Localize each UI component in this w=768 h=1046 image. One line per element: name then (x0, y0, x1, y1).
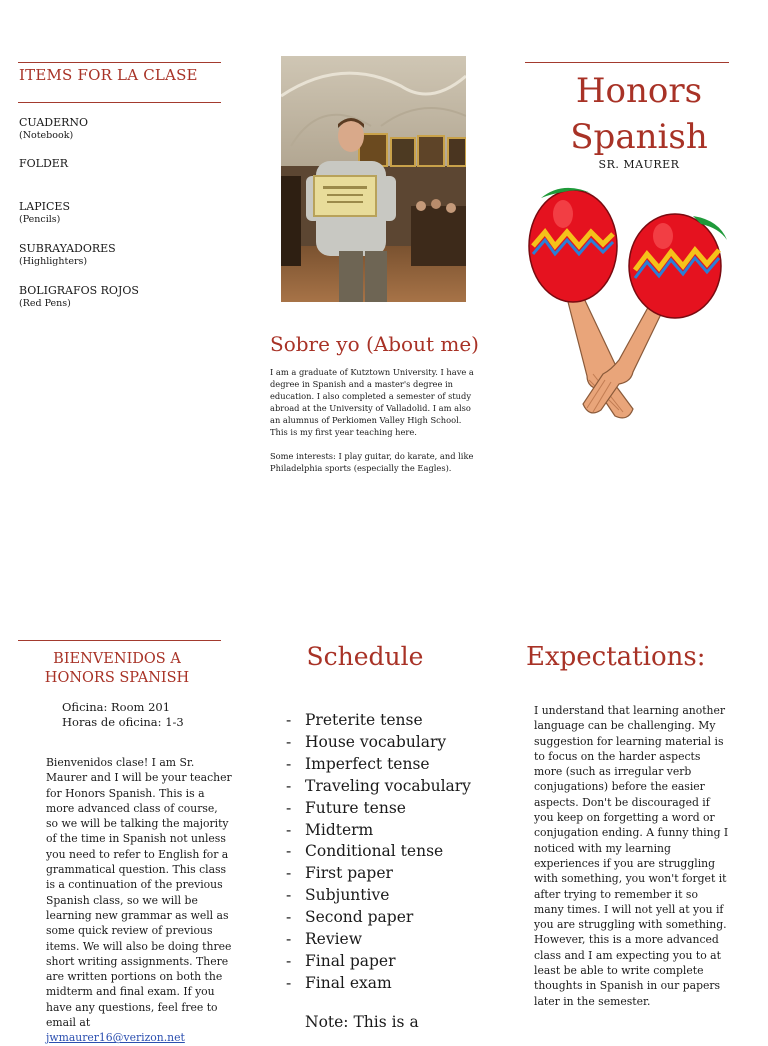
title-line: BIENVENIDOS A (53, 651, 181, 667)
maracas-illustration (523, 184, 733, 424)
item-english: (Pencils) (19, 214, 61, 225)
office-room: Oficina: Room 201 (62, 700, 171, 714)
schedule-title: Schedule (306, 642, 424, 671)
list-item (19, 284, 139, 310)
list-item: - Subjuntive (286, 885, 471, 907)
about-title: Sobre yo (About me) (270, 332, 479, 356)
office-hours: Horas de oficina: 1-3 (62, 715, 184, 729)
about-text (270, 366, 476, 474)
list-item: - Final exam (286, 973, 471, 995)
teacher-name: SR. MAURER (598, 158, 680, 171)
list-item: - Review (286, 929, 471, 951)
item-english: (Notebook) (19, 130, 74, 141)
item-spanish: LAPICES (19, 200, 70, 213)
expectations-body: I understand that learning another language can be challenging. My suggestion for learning material is to focus on the harder aspects more (such as irregular verb conjugations) before the easier aspects. Don't be discouraged if you keep on forgetting a word or conjugation ending. A funny thing I noticed with my learning experiences if you are struggling with something, you won't forget it after trying to remember it so many times. I will not yell at you if you are struggling with something. However, this is a more advanced class and I am expecting you to at least be able to write complete thoughts in Spanish in our papers later in the semester. (534, 704, 729, 1008)
office-info (62, 700, 184, 730)
title-line: Spanish (570, 117, 708, 157)
page-title (525, 68, 753, 160)
items-bottom-rule (18, 102, 221, 103)
about-paragraph: Some interests: I play guitar, do karate, and like Philadelphia sports (especially the Eagles). (270, 451, 474, 473)
list-item: - House vocabulary (286, 732, 471, 754)
list-item (19, 116, 88, 142)
list-item (19, 157, 68, 170)
about-paragraph: I am a graduate of Kutztown University. I have a degree in Spanish and a master's degree in education. I also completed a semester of study abroad at the University of Valladolid. I am also an alumnus of Perkiomen Valley High School. This is my first year teaching here. (270, 367, 474, 437)
list-item: - Second paper (286, 907, 471, 929)
list-item: - Midterm (286, 820, 471, 842)
item-spanish: BOLIGRAFOS ROJOS (19, 284, 139, 297)
welcome-title (20, 650, 214, 688)
list-item (19, 200, 70, 226)
welcome-body (46, 755, 232, 1046)
items-title: ITEMS FOR LA CLASE (19, 66, 198, 84)
item-english: (Red Pens) (19, 298, 71, 309)
list-item: - Conditional tense (286, 841, 471, 863)
email-link[interactable]: jwmaurer16@verizon.net (46, 1031, 185, 1045)
list-item: - Traveling vocabulary (286, 776, 471, 798)
items-top-rule (18, 62, 221, 63)
expectations-title: Expectations: (526, 642, 706, 672)
schedule-note: Note: This is a (305, 1013, 419, 1031)
list-item (19, 242, 116, 268)
list-item: - First paper (286, 863, 471, 885)
item-spanish: CUADERNO (19, 116, 89, 129)
title-line: Honors (575, 71, 703, 111)
list-item: - Final paper (286, 951, 471, 973)
item-spanish: SUBRAYADORES (19, 242, 116, 255)
teacher-photo (281, 56, 466, 302)
item-spanish: FOLDER (19, 157, 69, 170)
welcome-text: Bienvenidos clase! I am Sr. Maurer and I will be your teacher for Honors Spanish. This is a more advanced class of course, so we will be talking the majority of the time in Spanish not unless you need to refer to English for a grammatical question. This class is a continuation of the previous Spanish class, so we will be learning new grammar as well as some quick review of previous items. We will also be doing three short writing assignments. There are written portions on both the midterm and final exam. If you have any questions, feel free to email at (46, 756, 232, 1030)
welcome-top-rule (18, 640, 221, 641)
schedule-list (286, 710, 471, 995)
list-item: - Future tense (286, 798, 471, 820)
title-line: HONORS SPANISH (44, 670, 190, 686)
cover-top-rule (525, 62, 729, 63)
item-english: (Highlighters) (19, 256, 88, 267)
list-item: - Preterite tense (286, 710, 471, 732)
list-item: - Imperfect tense (286, 754, 471, 776)
